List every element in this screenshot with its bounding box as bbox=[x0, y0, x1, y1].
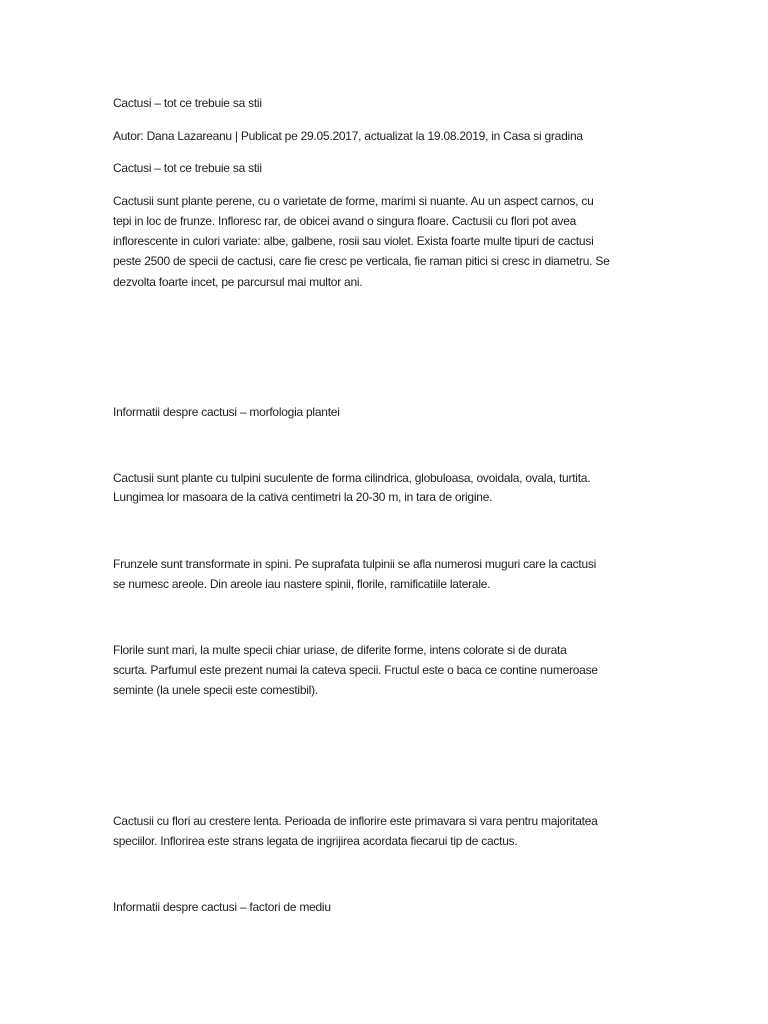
paragraph-line: Florile sunt mari, la multe specii chiar uriase, de diferite forme, intens colorate si de durata bbox=[113, 643, 567, 657]
section-heading-morphology: Informatii despre cactusi – morfologia plantei bbox=[113, 405, 340, 419]
paragraph-line: speciilor. Inflorirea este strans legata de ingrijirea acordata fiecarui tip de cactus. bbox=[113, 834, 518, 848]
paragraph-line: Cactusii sunt plante perene, cu o varietate de forme, marimi si nuante. Au un aspect carnos, cu bbox=[113, 194, 594, 208]
paragraph-line: dezvolta foarte incet, pe parcursul mai multor ani. bbox=[113, 275, 363, 289]
paragraph-line: Frunzele sunt transformate in spini. Pe suprafata tulpinii se afla numerosi muguri care la cactusi bbox=[113, 557, 597, 571]
paragraph-line: Cactusii cu flori au crestere lenta. Perioada de inflorire este primavara si vara pentru majoritatea bbox=[113, 814, 598, 828]
document-title: Cactusi – tot ce trebuie sa stii bbox=[113, 96, 262, 110]
paragraph-line: se numesc areole. Din areole iau nastere spinii, florile, ramificatiile laterale. bbox=[113, 577, 491, 591]
paragraph-line: Cactusii sunt plante cu tulpini suculente de forma cilindrica, globuloasa, ovoidala, ovala, turtita. bbox=[113, 471, 591, 485]
paragraph-line: tepi in loc de frunze. Infloresc rar, de obicei avand o singura floare. Cactusii cu flori pot avea bbox=[113, 214, 577, 228]
section-heading-environment: Informatii despre cactusi – factori de mediu bbox=[113, 900, 331, 914]
paragraph-line: seminte (la unele specii este comestibil). bbox=[113, 683, 318, 697]
document-subtitle: Cactusi – tot ce trebuie sa stii bbox=[113, 161, 262, 175]
paragraph-line: Lungimea lor masoara de la cativa centimetri la 20-30 m, in tara de origine. bbox=[113, 490, 493, 504]
paragraph-line: scurta. Parfumul este prezent numai la cateva specii. Fructul este o baca ce contine numeroase bbox=[113, 663, 598, 677]
author-byline: Autor: Dana Lazareanu | Publicat pe 29.05.2017, actualizat la 19.08.2019, in Casa si gradina bbox=[113, 129, 583, 143]
paragraph-line: peste 2500 de specii de cactusi, care fie cresc pe verticala, fie raman pitici si cresc in diametru. Se bbox=[113, 254, 610, 268]
paragraph-line: inflorescente in culori variate: albe, galbene, rosii sau violet. Exista foarte multe tipuri de cactusi bbox=[113, 234, 594, 248]
